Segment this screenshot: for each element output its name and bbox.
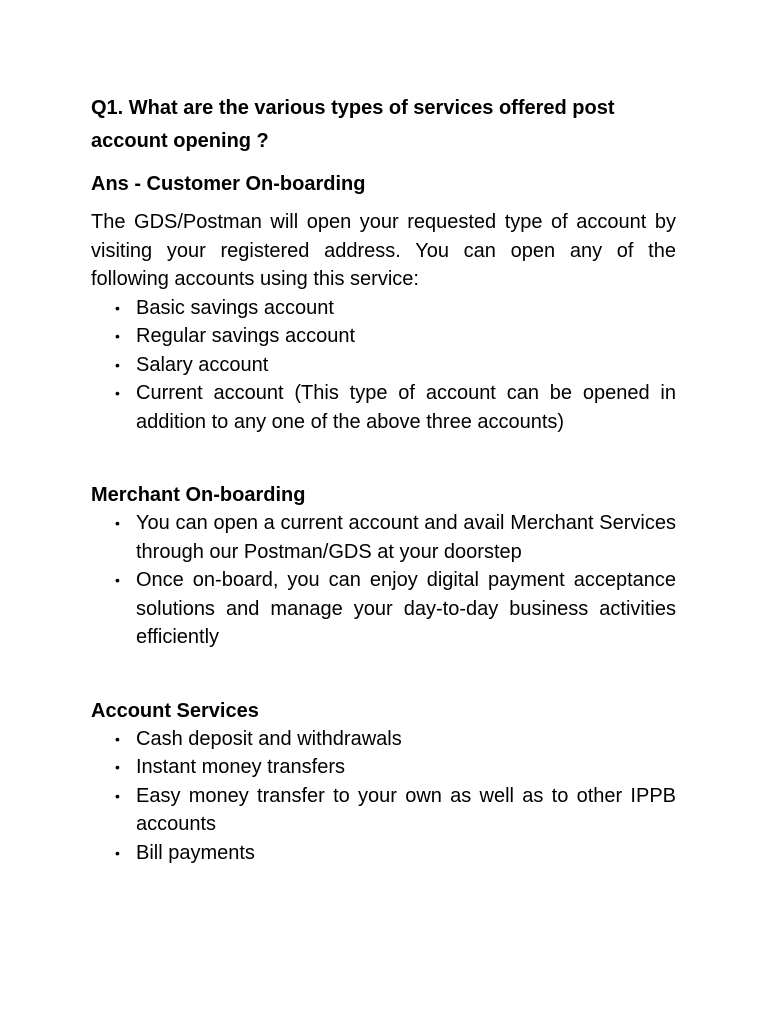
bullet-icon: •: [115, 572, 120, 588]
bullet-icon: •: [115, 787, 120, 804]
list-item-text: Current account (This type of account can be opened in addition to any one of the above three accounts): [136, 382, 676, 433]
bullet-icon: •: [115, 515, 120, 531]
list-item: [91, 294, 676, 323]
list-item-text: Basic savings account: [136, 296, 334, 319]
list-item-text: Easy money transfer to your own as well as to other IPPB accounts: [136, 784, 676, 835]
list-item-text: Salary account: [136, 353, 269, 376]
list-item: [91, 566, 676, 652]
account-services-list: [91, 725, 676, 868]
list-item: [91, 839, 676, 868]
list-item: [91, 322, 676, 351]
customer-onboarding-list: [91, 294, 676, 437]
list-item-text: Regular savings account: [136, 325, 356, 347]
list-item: [91, 725, 676, 754]
list-item: [91, 753, 676, 782]
answer-heading: Ans - Customer On-boarding: [91, 173, 366, 195]
bullet-icon: •: [115, 844, 120, 861]
list-item-text: You can open a current account and avail Merchant Services through our Postman/GDS at your doorstep: [136, 512, 676, 563]
list-item: [91, 509, 676, 566]
bullet-icon: •: [115, 328, 120, 344]
account-services-heading: Account Services: [91, 699, 259, 722]
list-item: [91, 379, 676, 436]
list-item: [91, 782, 676, 839]
list-item-text: Bill payments: [136, 841, 255, 864]
bullet-icon: •: [115, 356, 120, 373]
list-item-text: Instant money transfers: [136, 756, 345, 778]
list-item-text: Once on-board, you can enjoy digital payment acceptance solutions and manage your day-to-day business activities efficiently: [136, 569, 676, 648]
question-heading: Q1. What are the various types of services offered post account opening ?: [91, 97, 615, 152]
bullet-icon: •: [115, 385, 120, 401]
intro-paragraph: The GDS/Postman will open your requested type of account by visiting your registered address. You can open any of the following accounts using this service:: [91, 211, 676, 290]
list-item: [91, 351, 676, 380]
list-item-text: Cash deposit and withdrawals: [136, 727, 402, 750]
merchant-heading: Merchant On-boarding: [91, 484, 306, 506]
bullet-icon: •: [115, 299, 120, 316]
merchant-onboarding-list: [91, 509, 676, 652]
bullet-icon: •: [115, 730, 120, 747]
bullet-icon: •: [115, 759, 120, 775]
